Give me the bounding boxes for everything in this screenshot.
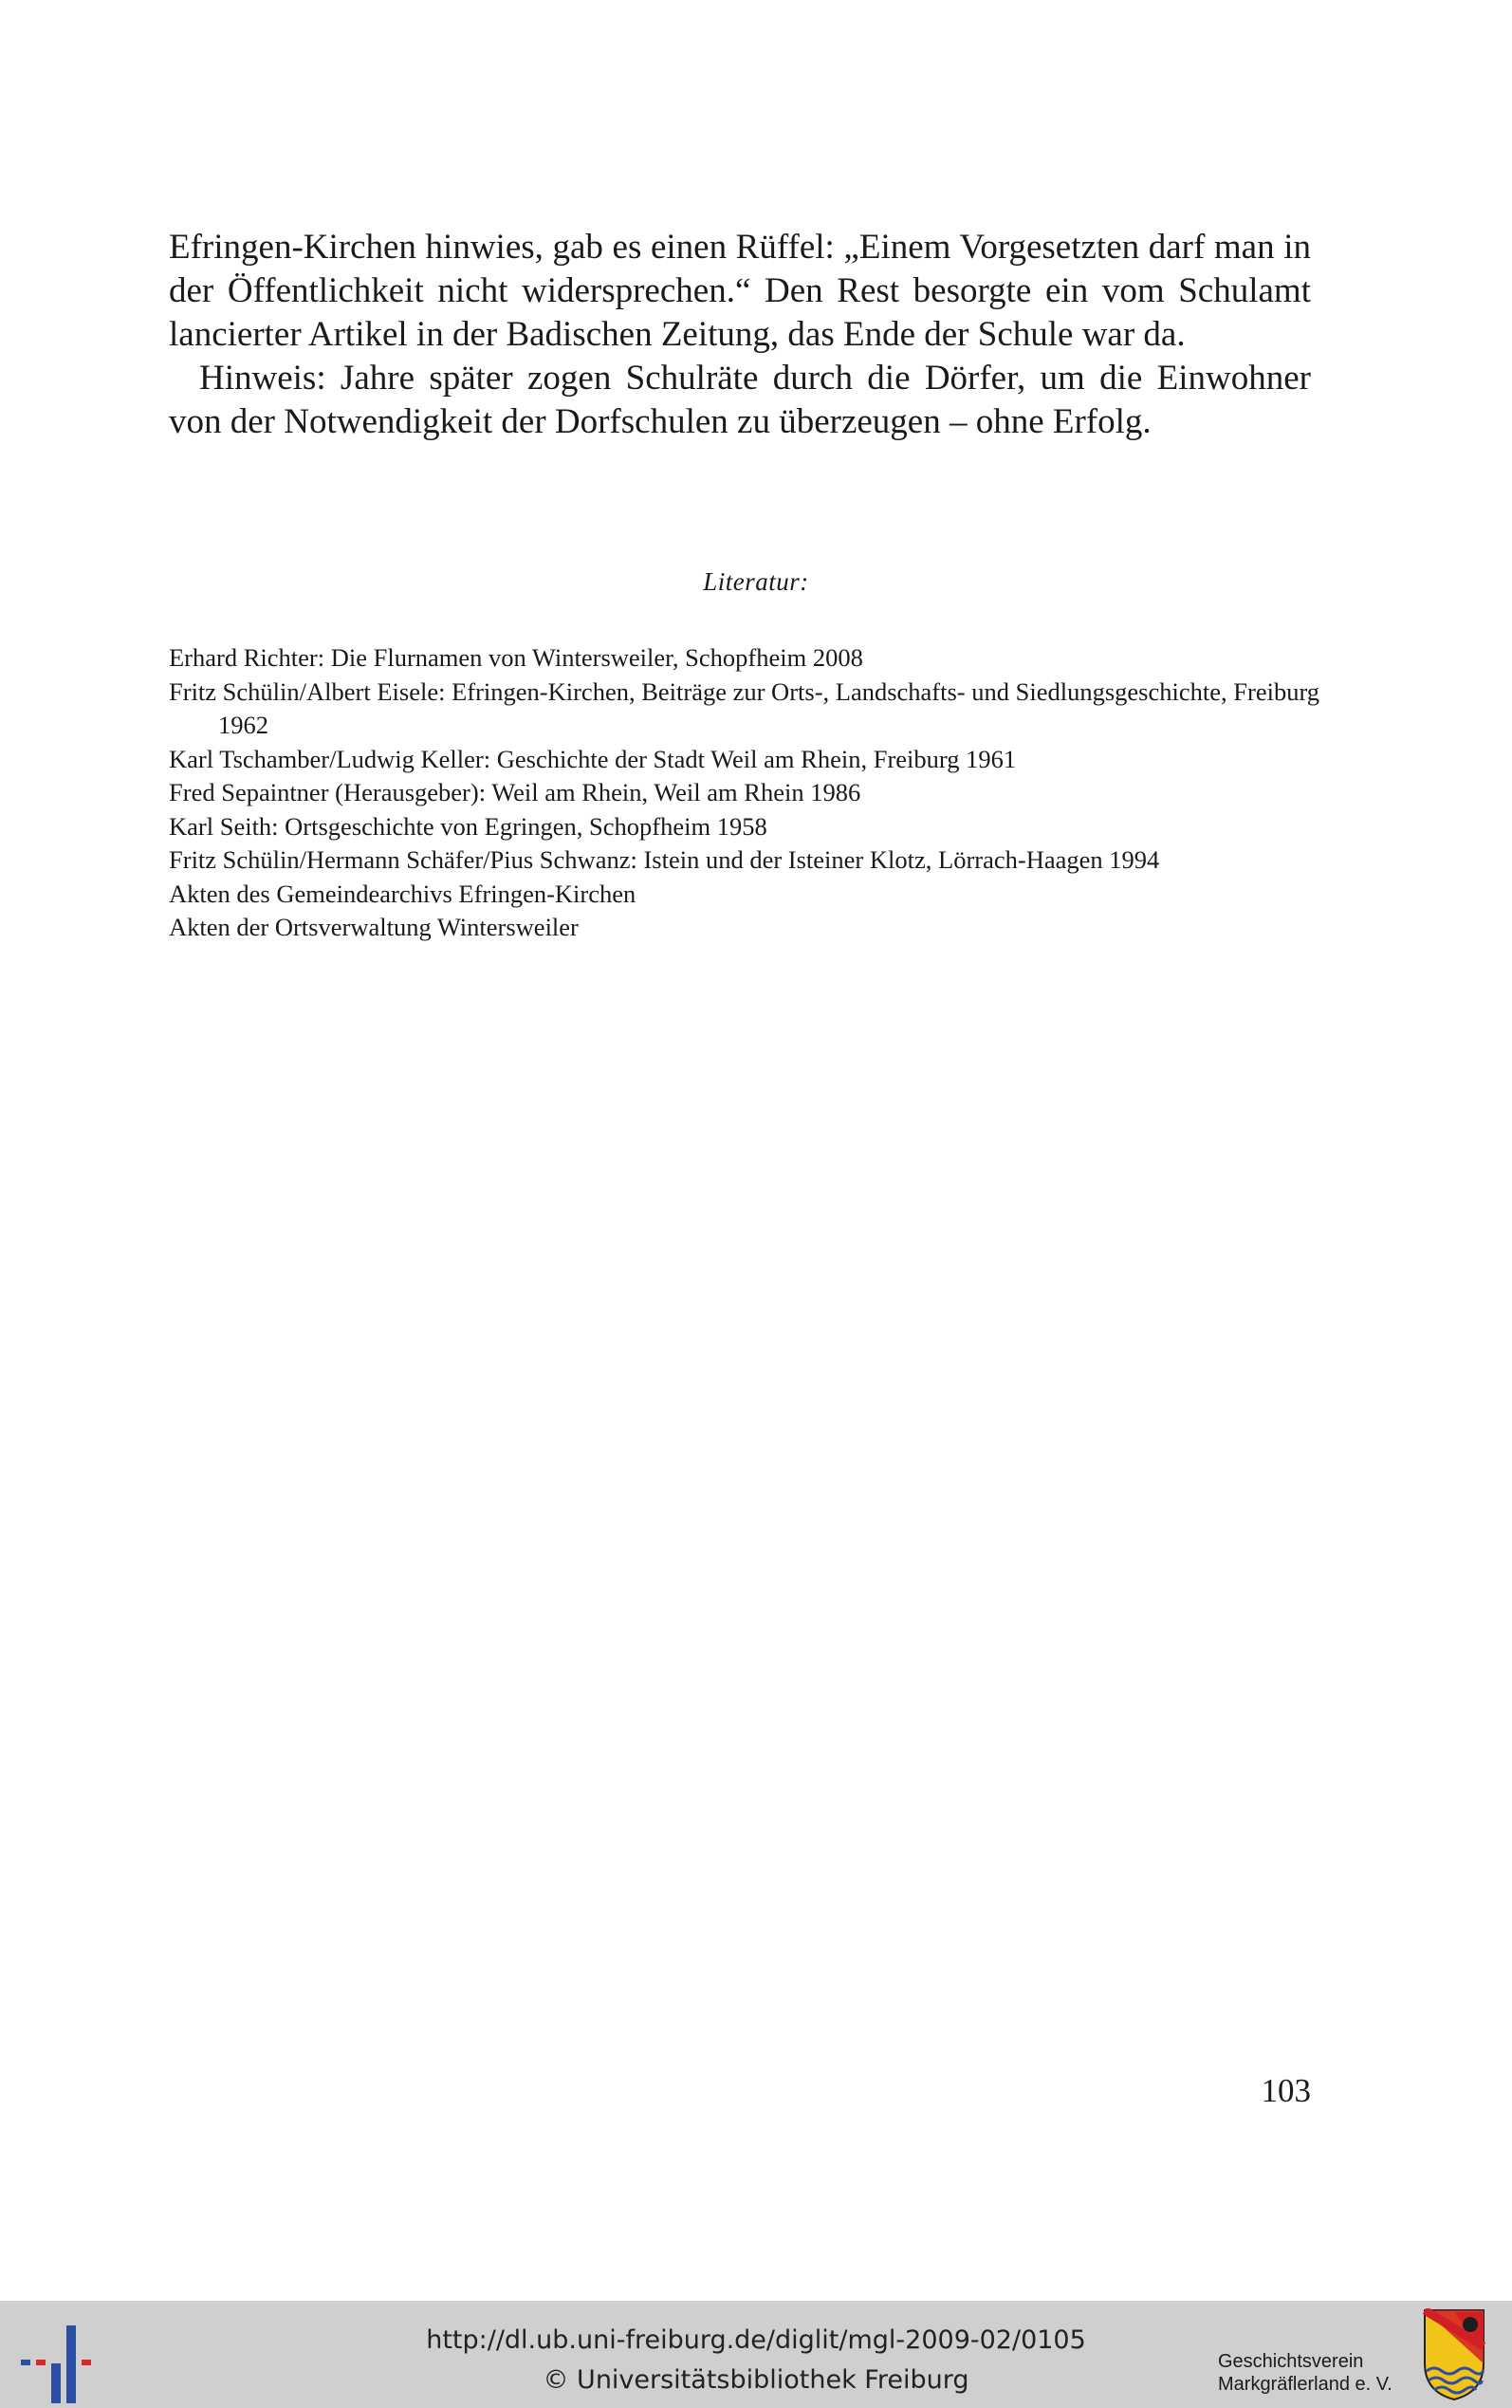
society-name	[1218, 2350, 1392, 2396]
literature-entry: Karl Tschamber/Ludwig Keller: Geschichte der Stadt Weil am Rhein, Freiburg 1961	[169, 744, 1017, 773]
literature-entry: Akten des Gemeindearchivs Efringen-Kirchen	[169, 879, 636, 908]
paragraph-2: Hinweis: Jahre später zogen Schulräte durch die Dörfer, um die Einwohner von der Notwendigkeit der Dorfschulen zu überzeugen – ohne Erfolg.	[169, 359, 1311, 441]
literature-heading: Literatur:	[703, 567, 809, 596]
society-name-line-2: Markgräflerland e. V.	[1218, 2374, 1392, 2395]
literature-entry: Karl Seith: Ortsgeschichte von Egringen, Schopfheim 1958	[169, 811, 767, 841]
footer-copyright: © Universitätsbibliothek Freiburg	[543, 2365, 969, 2395]
literature-entry: Erhard Richter: Die Flurnamen von Wintersweiler, Schopfheim 2008	[169, 643, 863, 672]
society-name-line-1: Geschichtsverein	[1218, 2351, 1364, 2372]
literature-entry: Fred Sepaintner (Herausgeber): Weil am Rhein, Weil am Rhein 1986	[169, 778, 861, 806]
page-number: 103	[1261, 2072, 1311, 2109]
footer-bar	[0, 2301, 1512, 2408]
literature-entry: Akten der Ortsverwaltung Wintersweiler	[169, 913, 579, 941]
body-text	[169, 226, 1311, 444]
literature-entry: Fritz Schülin/Hermann Schäfer/Pius Schwanz: Istein und der Isteiner Klotz, Lörrach-Haagen 1994	[169, 845, 1160, 874]
coat-of-arms-icon	[1423, 2308, 1485, 2401]
literature-list	[169, 641, 1336, 945]
literature-entry: Fritz Schülin/Albert Eisele: Efringen-Kirchen, Beiträge zur Orts-, Landschafts- und Siedlungsgeschichte, Freiburg 1962	[169, 676, 1320, 739]
footer-url-link[interactable]: http://dl.ub.uni-freiburg.de/diglit/mgl-2009-02/0105	[426, 2325, 1086, 2355]
paragraph-1: Efringen-Kirchen hinwies, gab es einen Rüffel: „Einem Vorgesetzten darf man in der Öffentlichkeit nicht widersprechen.“ Den Rest besorgte ein vom Schulamt lancierter Artikel in der Badischen Zeitung, das Ende der Schule war da.	[169, 228, 1311, 354]
